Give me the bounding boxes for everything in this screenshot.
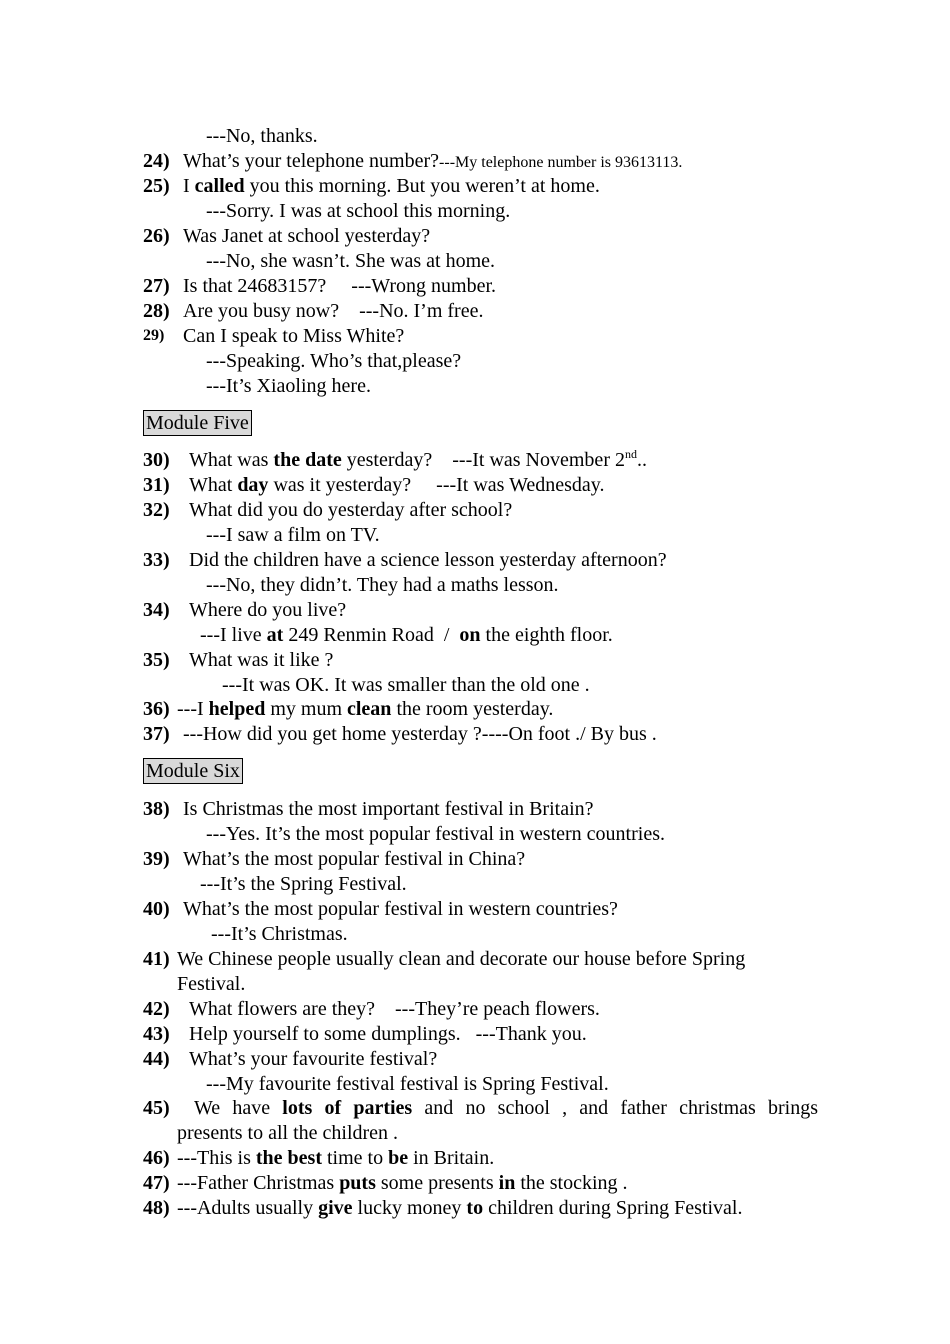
item-number: 39) (143, 848, 170, 870)
answer-line: ---My favourite festival festival is Spring Festival. (206, 1073, 609, 1095)
question-line: Was Janet at school yesterday? (183, 225, 431, 247)
item-number: 40) (143, 898, 170, 920)
item-number: 31) (143, 474, 170, 496)
item-number: 44) (143, 1048, 170, 1070)
answer-line: ---I helped my mum clean the room yesterday. (177, 698, 554, 720)
answer-line: ---I live at 249 Renmin Road / on the eighth floor. (200, 624, 613, 646)
question-line: Is that 24683157? ---Wrong number. (183, 275, 497, 297)
item-number: 28) (143, 300, 170, 322)
answer-line: ---Adults usually give lucky money to children during Spring Festival. (177, 1197, 743, 1219)
item-number: 27) (143, 275, 170, 297)
item-number: 38) (143, 798, 170, 820)
question-line: What did you do yesterday after school? (189, 499, 513, 521)
item-number: 46) (143, 1147, 170, 1169)
statement-line: presents to all the children . (177, 1122, 399, 1144)
item-number: 33) (143, 549, 170, 571)
statement-line: We have lots of parties and no school , and father christmas brings (194, 1097, 818, 1119)
item-number: 26) (143, 225, 170, 247)
item-number: 30) (143, 449, 170, 471)
answer-line: ---I saw a film on TV. (206, 524, 380, 546)
item-number: 41) (143, 948, 170, 970)
statement-line: Festival. (177, 973, 246, 995)
question-line: What was the date yesterday? ---It was November 2nd.. (189, 447, 647, 471)
answer-line: ---No, thanks. (206, 125, 318, 147)
answer-line: ---This is the best time to be in Britain. (177, 1147, 495, 1169)
question-line: Did the children have a science lesson yesterday afternoon? (189, 549, 667, 571)
question-line: What day was it yesterday? ---It was Wednesday. (189, 474, 605, 496)
module-heading: Module Six (143, 758, 243, 784)
item-number: 36) (143, 698, 170, 720)
answer-line: ---It’s Xiaoling here. (206, 375, 371, 397)
question-line: What flowers are they? ---They’re peach flowers. (189, 998, 600, 1020)
answer-line: ---No, they didn’t. They had a maths lesson. (206, 574, 559, 596)
question-line: Where do you live? (189, 599, 347, 621)
item-number: 32) (143, 499, 170, 521)
item-number: 25) (143, 175, 170, 197)
question-line: Are you busy now? ---No. I’m free. (183, 300, 484, 322)
question-line: What’s your favourite festival? (189, 1048, 438, 1070)
question-line: What’s the most popular festival in western countries? (183, 898, 618, 920)
item-number: 24) (143, 150, 170, 172)
question-line: Is Christmas the most important festival in Britain? (183, 798, 594, 820)
question-line: What was it like ? (189, 649, 334, 671)
question-line: What’s your telephone number?---My telephone number is 93613113. (183, 150, 683, 172)
item-number: 47) (143, 1172, 170, 1194)
item-number: 45) (143, 1097, 170, 1119)
item-number: 34) (143, 599, 170, 621)
statement-line: We Chinese people usually clean and decorate our house before Spring (177, 948, 746, 970)
module-heading: Module Five (143, 410, 252, 436)
question-line: What’s the most popular festival in China? (183, 848, 526, 870)
answer-line: ---Yes. It’s the most popular festival in western countries. (206, 823, 665, 845)
answer-line: ---It’s the Spring Festival. (200, 873, 407, 895)
item-number: 29) (143, 327, 165, 344)
answer-line: ---How did you get home yesterday ?----On foot ./ By bus . (183, 723, 657, 745)
item-number: 37) (143, 723, 170, 745)
item-number: 35) (143, 649, 170, 671)
item-number: 48) (143, 1197, 170, 1219)
answer-line: ---No, she wasn’t. She was at home. (206, 250, 496, 272)
answer-line: ---Father Christmas puts some presents in the stocking . (177, 1172, 628, 1194)
question-line: Help yourself to some dumplings. ---Thank you. (189, 1023, 587, 1045)
answer-line: ---Sorry. I was at school this morning. (206, 200, 511, 222)
item-number: 42) (143, 998, 170, 1020)
question-line: I called you this morning. But you weren’t at home. (183, 175, 600, 197)
item-number: 43) (143, 1023, 170, 1045)
answer-line: ---Speaking. Who’s that,please? (206, 350, 462, 372)
answer-line: ---It’s Christmas. (211, 923, 348, 945)
question-line: Can I speak to Miss White? (183, 325, 405, 347)
answer-line: ---It was OK. It was smaller than the old one . (222, 674, 590, 696)
